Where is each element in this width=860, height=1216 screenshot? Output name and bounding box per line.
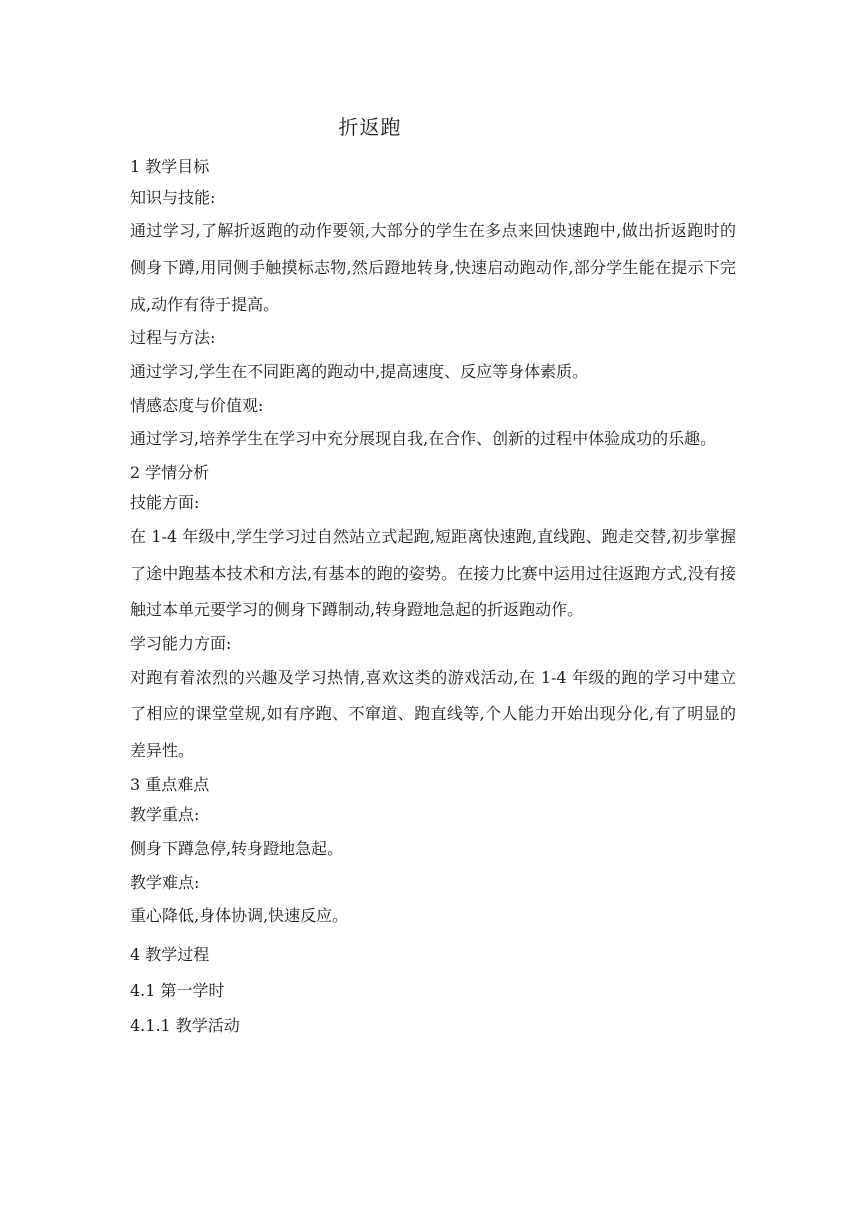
section-heading-learner-analysis: 2 学情分析 xyxy=(130,462,210,482)
label-learning-ability: 学习能力方面: xyxy=(130,634,232,654)
label-knowledge-skills: 知识与技能: xyxy=(130,187,216,207)
subheading-first-lesson: 4.1 第一学时 xyxy=(130,980,225,1000)
section-heading-teaching-goals: 1 教学目标 xyxy=(130,157,210,176)
label-emotion-values: 情感态度与价值观: xyxy=(130,395,264,415)
paragraph-learning-ability: 对跑有着浓烈的兴趣及学习热情,喜欢这类的游戏活动,在 1-4 年级的跑的学习中建立了相应的课堂堂规,如有序跑、不窜道、跑直线等,个人能力开始出现分化,有了明显的差异性。 xyxy=(130,667,736,761)
label-process-methods: 过程与方法: xyxy=(130,328,216,348)
paragraph-teaching-key: 侧身下蹲急停,转身蹬地急起。 xyxy=(130,839,344,859)
label-skill-aspect: 技能方面: xyxy=(130,493,200,513)
paragraph-knowledge-skills: 通过学习,了解折返跑的动作要领,大部分的学生在多点来回快速跑中,做出折返跑时的侧身下蹲,用同侧手触摸标志物,然后蹬地转身,快速启动跑动作,部分学生能在提示下完成,动作有待于提高。 xyxy=(130,221,736,314)
paragraph-skill-aspect: 在 1-4 年级中,学生学习过自然站立式起跑,短距离快速跑,直线跑、跑走交替,初步掌握了途中跑基本技术和方法,有基本的跑的姿势。在接力比赛中运用过往返跑方式,没有接触过本单元要学习的侧身下蹲制动,转身蹬地急起的折返跑动作。 xyxy=(130,527,736,620)
label-teaching-difficult: 教学难点: xyxy=(130,872,200,892)
paragraph-emotion-values: 通过学习,培养学生在学习中充分展现自我,在合作、创新的过程中体验成功的乐趣。 xyxy=(130,429,717,449)
label-teaching-key: 教学重点: xyxy=(130,805,200,825)
section-heading-key-difficult: 3 重点难点 xyxy=(130,774,210,794)
document-body xyxy=(130,152,736,1042)
subheading-teaching-activities: 4.1.1 教学活动 xyxy=(130,1016,240,1036)
document-title: 折返跑 xyxy=(338,115,402,139)
section-heading-teaching-process: 4 教学过程 xyxy=(130,945,210,965)
paragraph-process-methods: 通过学习,学生在不同距离的跑动中,提高速度、反应等身体素质。 xyxy=(130,361,589,381)
paragraph-teaching-difficult: 重心降低,身体协调,快速反应。 xyxy=(130,906,349,926)
